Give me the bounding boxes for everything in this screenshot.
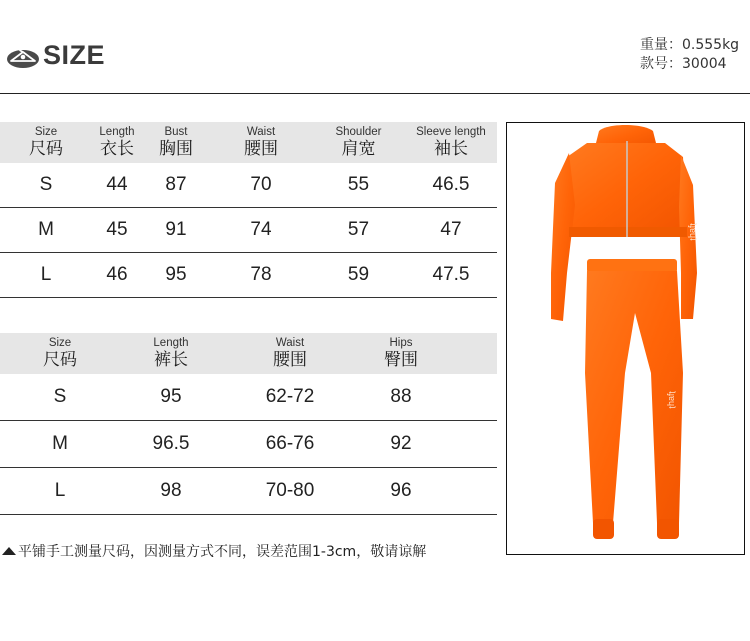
table-cell: 47: [405, 208, 497, 253]
column-header-empty: [444, 333, 497, 374]
tracksuit-illustration: [507, 123, 744, 554]
table-cell: 46: [92, 253, 142, 298]
table-cell: 95: [120, 374, 222, 421]
table-cell: L: [0, 253, 92, 298]
column-header: Length 裤长: [120, 333, 222, 374]
table-header-row: [0, 122, 497, 163]
column-header: Waist 腰围: [222, 333, 358, 374]
table-header-row: [0, 333, 497, 374]
table-row: [0, 208, 497, 253]
table-cell: 96.5: [120, 421, 222, 468]
column-header: Sleeve length 袖长: [405, 122, 497, 163]
table-cell: 45: [92, 208, 142, 253]
column-header: Size 尺码: [0, 122, 92, 163]
hanger-logo-icon: [6, 42, 40, 70]
table-cell: 92: [358, 421, 444, 468]
table-cell: 57: [312, 208, 405, 253]
table-cell: 62-72: [222, 374, 358, 421]
table-row: [0, 421, 497, 468]
table-cell: 70-80: [222, 468, 358, 515]
table-cell: M: [0, 421, 120, 468]
product-meta: [640, 36, 739, 74]
column-header: Shoulder 肩宽: [312, 122, 405, 163]
table-cell: 78: [210, 253, 312, 298]
column-header: Size 尺码: [0, 333, 120, 374]
column-header: Length 衣长: [92, 122, 142, 163]
bottom-size-table: [0, 333, 497, 515]
table-cell: S: [0, 374, 120, 421]
table-cell: M: [0, 208, 92, 253]
item-number-label: 款号：30004: [640, 56, 727, 72]
table-cell-empty: [444, 468, 497, 515]
size-logo: [6, 40, 105, 71]
weight-label: 重量：0.555kg: [640, 37, 740, 53]
table-cell: 98: [120, 468, 222, 515]
column-header: Bust 胸围: [142, 122, 210, 163]
product-photo: [506, 122, 745, 555]
table-cell: 88: [358, 374, 444, 421]
table-cell: 74: [210, 208, 312, 253]
table-cell: 47.5: [405, 253, 497, 298]
table-cell: 44: [92, 163, 142, 208]
table-row: [0, 253, 497, 298]
table-cell: 70: [210, 163, 312, 208]
table-row: [0, 468, 497, 515]
logo-text: SIZE: [43, 40, 106, 70]
triangle-up-icon: [2, 547, 16, 555]
table-cell: 59: [312, 253, 405, 298]
table-row: [0, 374, 497, 421]
svg-text:ʇɟɐɥʇ: ʇɟɐɥʇ: [688, 223, 698, 241]
svg-text:ʇɟɐɥʇ: ʇɟɐɥʇ: [667, 391, 677, 409]
column-header: Waist 腰围: [210, 122, 312, 163]
table-cell: 87: [142, 163, 210, 208]
column-header: Hips 臀围: [358, 333, 444, 374]
top-size-table: [0, 122, 497, 298]
table-cell: 46.5: [405, 163, 497, 208]
table-cell-empty: [444, 374, 497, 421]
table-cell: S: [0, 163, 92, 208]
measurement-note: [2, 541, 426, 561]
table-cell: L: [0, 468, 120, 515]
table-row: [0, 163, 497, 208]
table-cell: 95: [142, 253, 210, 298]
table-cell-empty: [444, 421, 497, 468]
table-cell: 96: [358, 468, 444, 515]
table-cell: 66-76: [222, 421, 358, 468]
table-cell: 91: [142, 208, 210, 253]
table-cell: 55: [312, 163, 405, 208]
header: [0, 0, 750, 94]
header-divider: [0, 93, 750, 94]
note-text: 平铺手工测量尺码，因测量方式不同，误差范围1-3cm，敬请谅解: [18, 544, 427, 560]
